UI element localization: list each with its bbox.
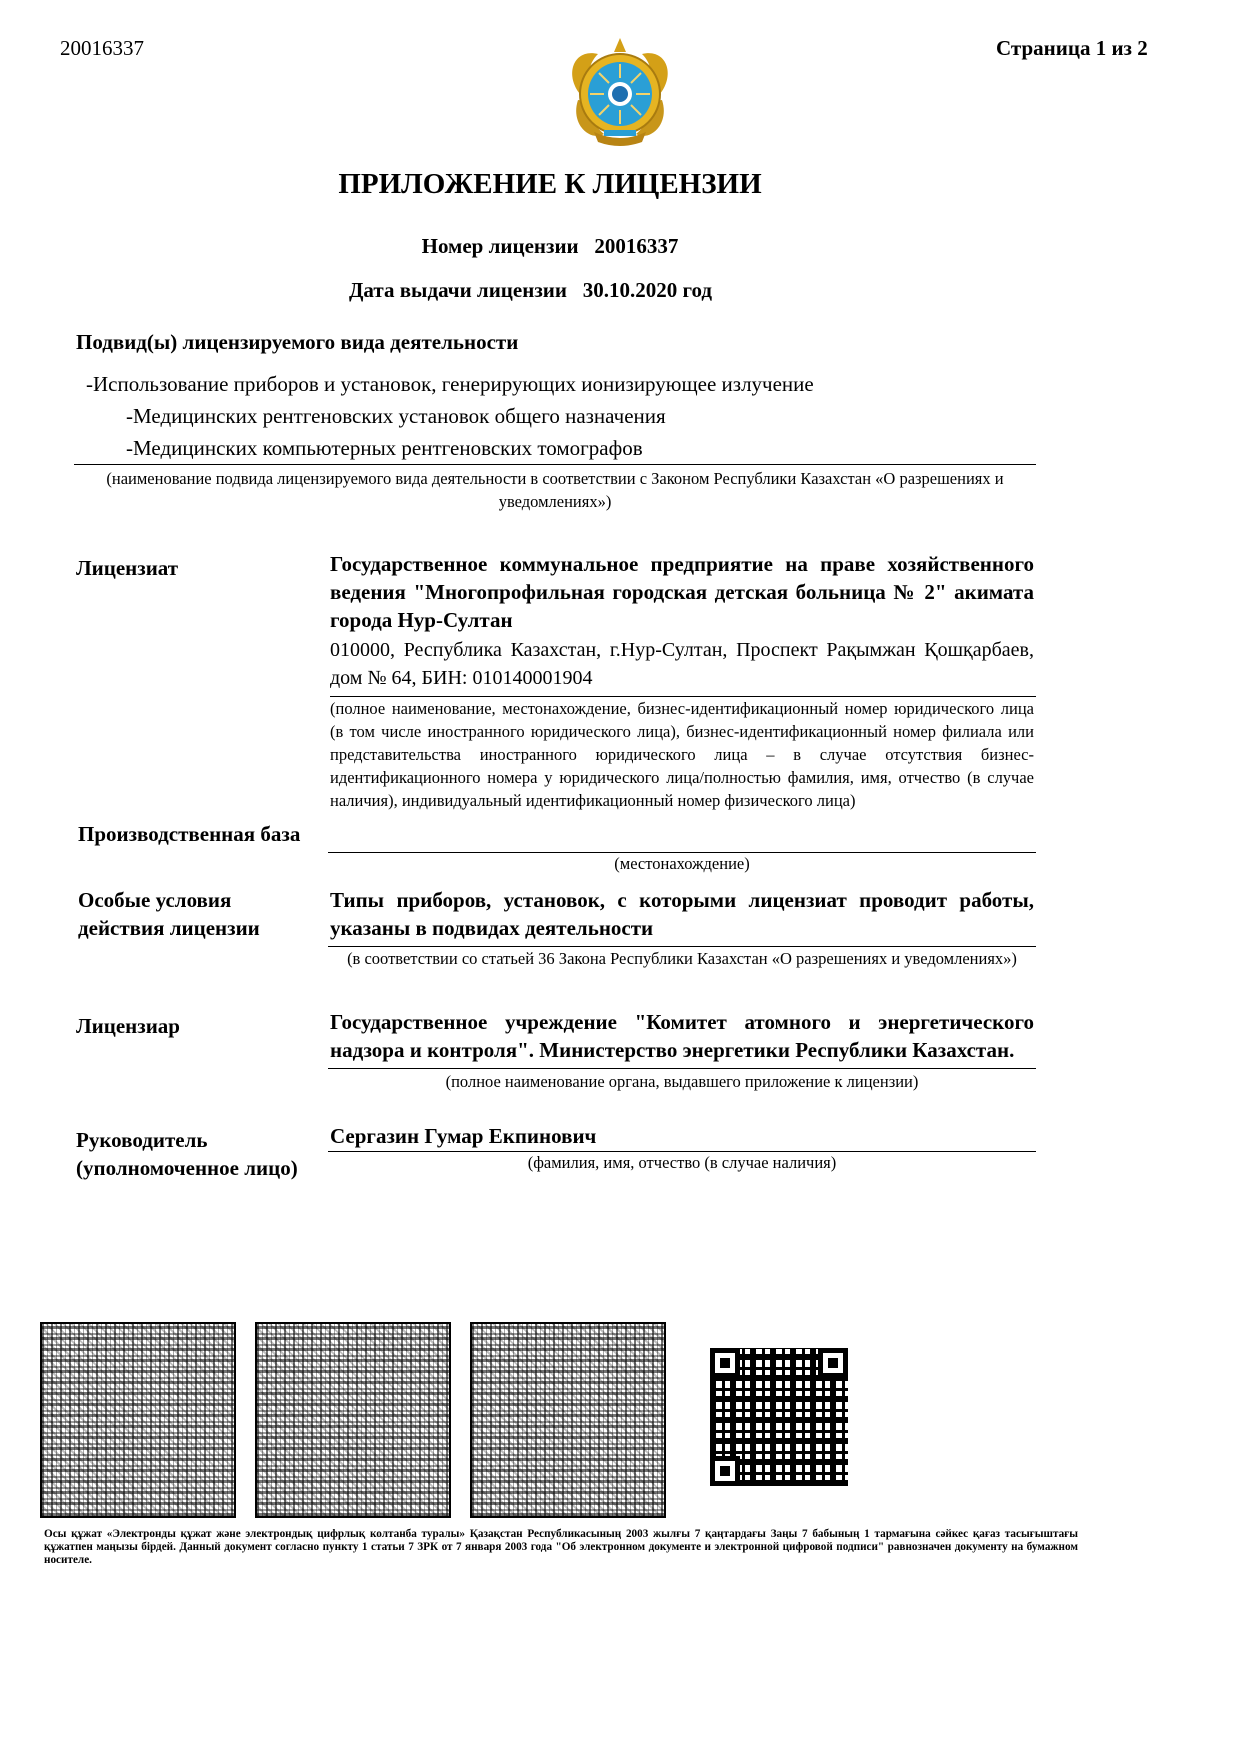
license-number: 20016337 <box>594 234 679 258</box>
subtype-item-3: -Медицинских компьютерных рентгеновских томографов <box>126 436 643 460</box>
document-title: ПРИЛОЖЕНИЕ К ЛИЦЕНЗИИ <box>338 168 762 200</box>
licensee-name: Государственное коммунальное предприятие на праве хозяйственного ведения "Многопрофильная городская детская больница № 2" акимата города Нур-Султан <box>330 552 1034 632</box>
head-name: Сергазин Гумар Екпинович <box>330 1124 597 1148</box>
qr-code-4 <box>710 1348 848 1486</box>
conditions-note: (в соответствии со статьей 36 Закона Республики Казахстан «О разрешениях и уведомлениях») <box>347 949 1017 968</box>
license-date-line <box>0 278 1061 303</box>
subtypes-note: (наименование подвида лицензируемого вида деятельности в соответствии с Законом Республики Казахстан «О разрешениях и уведомлениях») <box>106 469 1004 511</box>
license-number-label: Номер лицензии <box>421 234 579 258</box>
subtype-item-2: -Медицинских рентгеновских установок общего назначения <box>126 404 666 428</box>
license-date: 30.10.2020 год <box>582 278 712 302</box>
head-label: Руководитель (уполномоченное лицо) <box>76 1128 298 1180</box>
conditions-value: Типы приборов, установок, с которыми лицензиат проводит работы, указаны в подвидах деятельности <box>330 888 1034 940</box>
qr-finder-top-right <box>818 1348 848 1378</box>
production-base-note: (местонахождение) <box>614 854 750 873</box>
licensee-label: Лицензиат <box>76 556 179 580</box>
production-base-label: Производственная база <box>78 822 301 846</box>
licensor-label: Лицензиар <box>76 1014 180 1038</box>
qr-finder-top-left <box>710 1348 740 1378</box>
licensor-note: (полное наименование органа, выдавшего приложение к лицензии) <box>445 1072 919 1091</box>
qr-code-1 <box>40 1322 236 1518</box>
head-note: (фамилия, имя, отчество (в случае наличия) <box>527 1153 837 1172</box>
document-number: 20016337 <box>60 36 144 60</box>
state-emblem <box>560 34 680 154</box>
license-number-line <box>0 234 1100 259</box>
licensor-rule <box>328 1068 1036 1069</box>
licensee-note: (полное наименование, местонахождение, бизнес-идентификационный номер юридического лица (в том числе иностранного юридического лица), бизнес-идентификационный номер филиала или представительства иностранного юридического лица – в случае отсутствия бизнес-идентификационного номера у юридического лица/полностью фамилия, имя, отчество (в случае наличия), индивидуальный идентификационный номер физического лица) <box>330 699 1034 810</box>
subtype-item-1: -Использование приборов и установок, генерирующих ионизирующее излучение <box>86 372 814 396</box>
qr-code-3 <box>470 1322 666 1518</box>
license-date-label: Дата выдачи лицензии <box>348 278 567 302</box>
footer-legal-text: Осы құжат «Электронды құжат және электрондық цифрлық колтанба туралы» Қазақстан Республикасының 2003 жылғы 7 қаңтардағы Заңы 7 бабының 1 тармағына сәйкес қағаз тасығыштағы құжатпен маңызы бірдей. Данный документ согласно пункту 1 статьи 7 ЗРК от 7 января 2003 года "Об электронном документе и электронной цифровой подписи" равнозначен документу на бумажном носителе. <box>44 1528 1078 1566</box>
page-indicator: Страница 1 из 2 <box>996 36 1148 60</box>
qr-code-2 <box>255 1322 451 1518</box>
conditions-label: Особые условия действия лицензии <box>78 888 260 940</box>
subtypes-rule <box>74 464 1036 465</box>
subtypes-heading: Подвид(ы) лицензируемого вида деятельности <box>76 330 519 354</box>
licensor-value: Государственное учреждение "Комитет атомного и энергетического надзора и контроля". Министерство энергетики Республики Казахстан. <box>330 1010 1034 1062</box>
qr-finder-bottom-left <box>710 1456 740 1486</box>
licensee-address: 010000, Республика Казахстан, г.Нур-Султан, Проспект Рақымжан Қошқарбаев, дом № 64, БИН: 010140001904 <box>330 639 1034 689</box>
